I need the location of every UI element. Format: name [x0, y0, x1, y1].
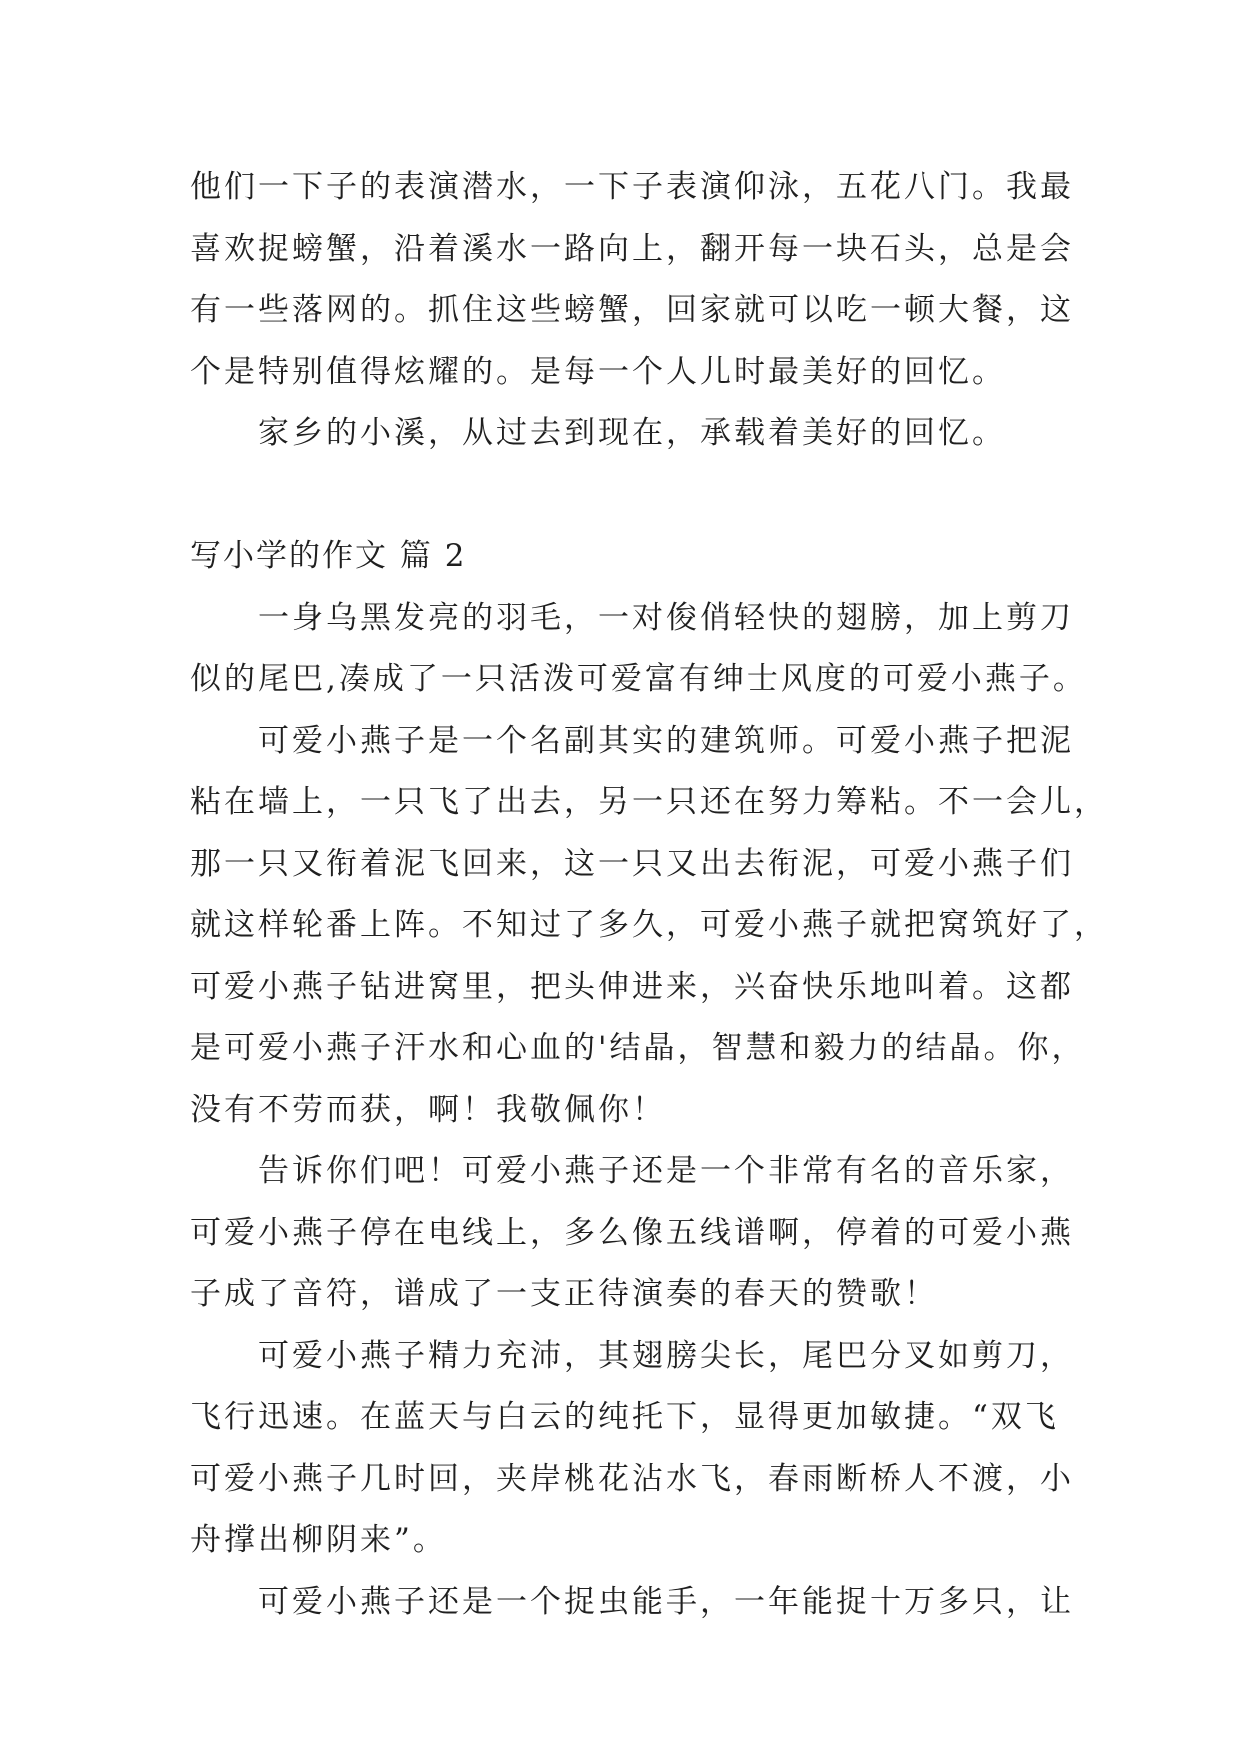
text-line: 喜欢捉螃蟹，沿着溪水一路向上，翻开每一块石头，总是会: [190, 230, 1074, 267]
document-body: [190, 157, 1108, 1633]
text-line: 有一些落网的。抓住这些螃蟹，回家就可以吃一顿大餐，这: [190, 292, 1074, 328]
text-line: 可爱小燕子几时回，夹岸桃花沾水飞，春雨断桥人不渡，小: [190, 1460, 1074, 1497]
text-line: 就这样轮番上阵。不知过了多久，可爱小燕子就把窝筑好了，: [190, 907, 1108, 943]
text-line: 飞行迅速。在蓝天与白云的纯托下，显得更加敏捷。“双飞: [190, 1399, 1059, 1435]
text-line: 他们一下子的表演潜水，一下子表演仰泳，五花八门。我最: [190, 169, 1074, 205]
blank-line: [190, 465, 1070, 527]
paragraph-4: [190, 1326, 1074, 1572]
section-heading: [190, 526, 1070, 588]
paragraph-2: [190, 711, 1108, 1142]
text-line: 家乡的小溪，从过去到现在，承载着美好的回忆。: [258, 415, 1006, 451]
paragraph-intro: [190, 157, 1074, 403]
section-heading-text: 写小学的作文 篇 2: [190, 538, 467, 574]
paragraph-closing: [190, 403, 1070, 465]
text-line: 可爱小燕子还是一个捉虫能手，一年能捉十万多只，让: [258, 1583, 1074, 1620]
text-line: 个是特别值得炫耀的。是每一个人儿时最美好的回忆。: [190, 353, 1006, 390]
text-line: 粘在墙上，一只飞了出去，另一只还在努力筹粘。不一会儿，: [190, 784, 1108, 820]
paragraph-1: [190, 588, 1087, 711]
paragraph-5: [190, 1572, 1074, 1634]
text-line: 似的尾巴,凑成了一只活泼可爱富有绅士风度的可爱小燕子。: [190, 661, 1087, 697]
text-line: 子成了音符，谱成了一支正待演奏的春天的赞歌！: [190, 1276, 938, 1312]
text-line: 可爱小燕子停在电线上，多么像五线谱啊，停着的可爱小燕: [190, 1214, 1074, 1251]
paragraph-3: [190, 1141, 1074, 1326]
text-line: 那一只又衔着泥飞回来，这一只又出去衔泥，可爱小燕子们: [190, 845, 1074, 882]
text-line: 没有不劳而获，啊！我敬佩你！: [190, 1091, 666, 1128]
text-line: 可爱小燕子钻进窝里，把头伸进来，兴奋快乐地叫着。这都: [190, 968, 1074, 1005]
text-line: 舟撑出柳阴来”。: [190, 1522, 447, 1558]
text-line: 可爱小燕子精力充沛，其翅膀尖长，尾巴分叉如剪刀，: [258, 1337, 1074, 1374]
text-line: 可爱小燕子是一个名副其实的建筑师。可爱小燕子把泥: [258, 722, 1074, 759]
text-line: 一身乌黑发亮的羽毛，一对俊俏轻快的翅膀，加上剪刀: [258, 599, 1074, 636]
text-line: 告诉你们吧！可爱小燕子还是一个非常有名的音乐家，: [258, 1153, 1074, 1189]
text-line: 是可爱小燕子汗水和心血的'结晶，智慧和毅力的结晶。你，: [190, 1030, 1086, 1066]
